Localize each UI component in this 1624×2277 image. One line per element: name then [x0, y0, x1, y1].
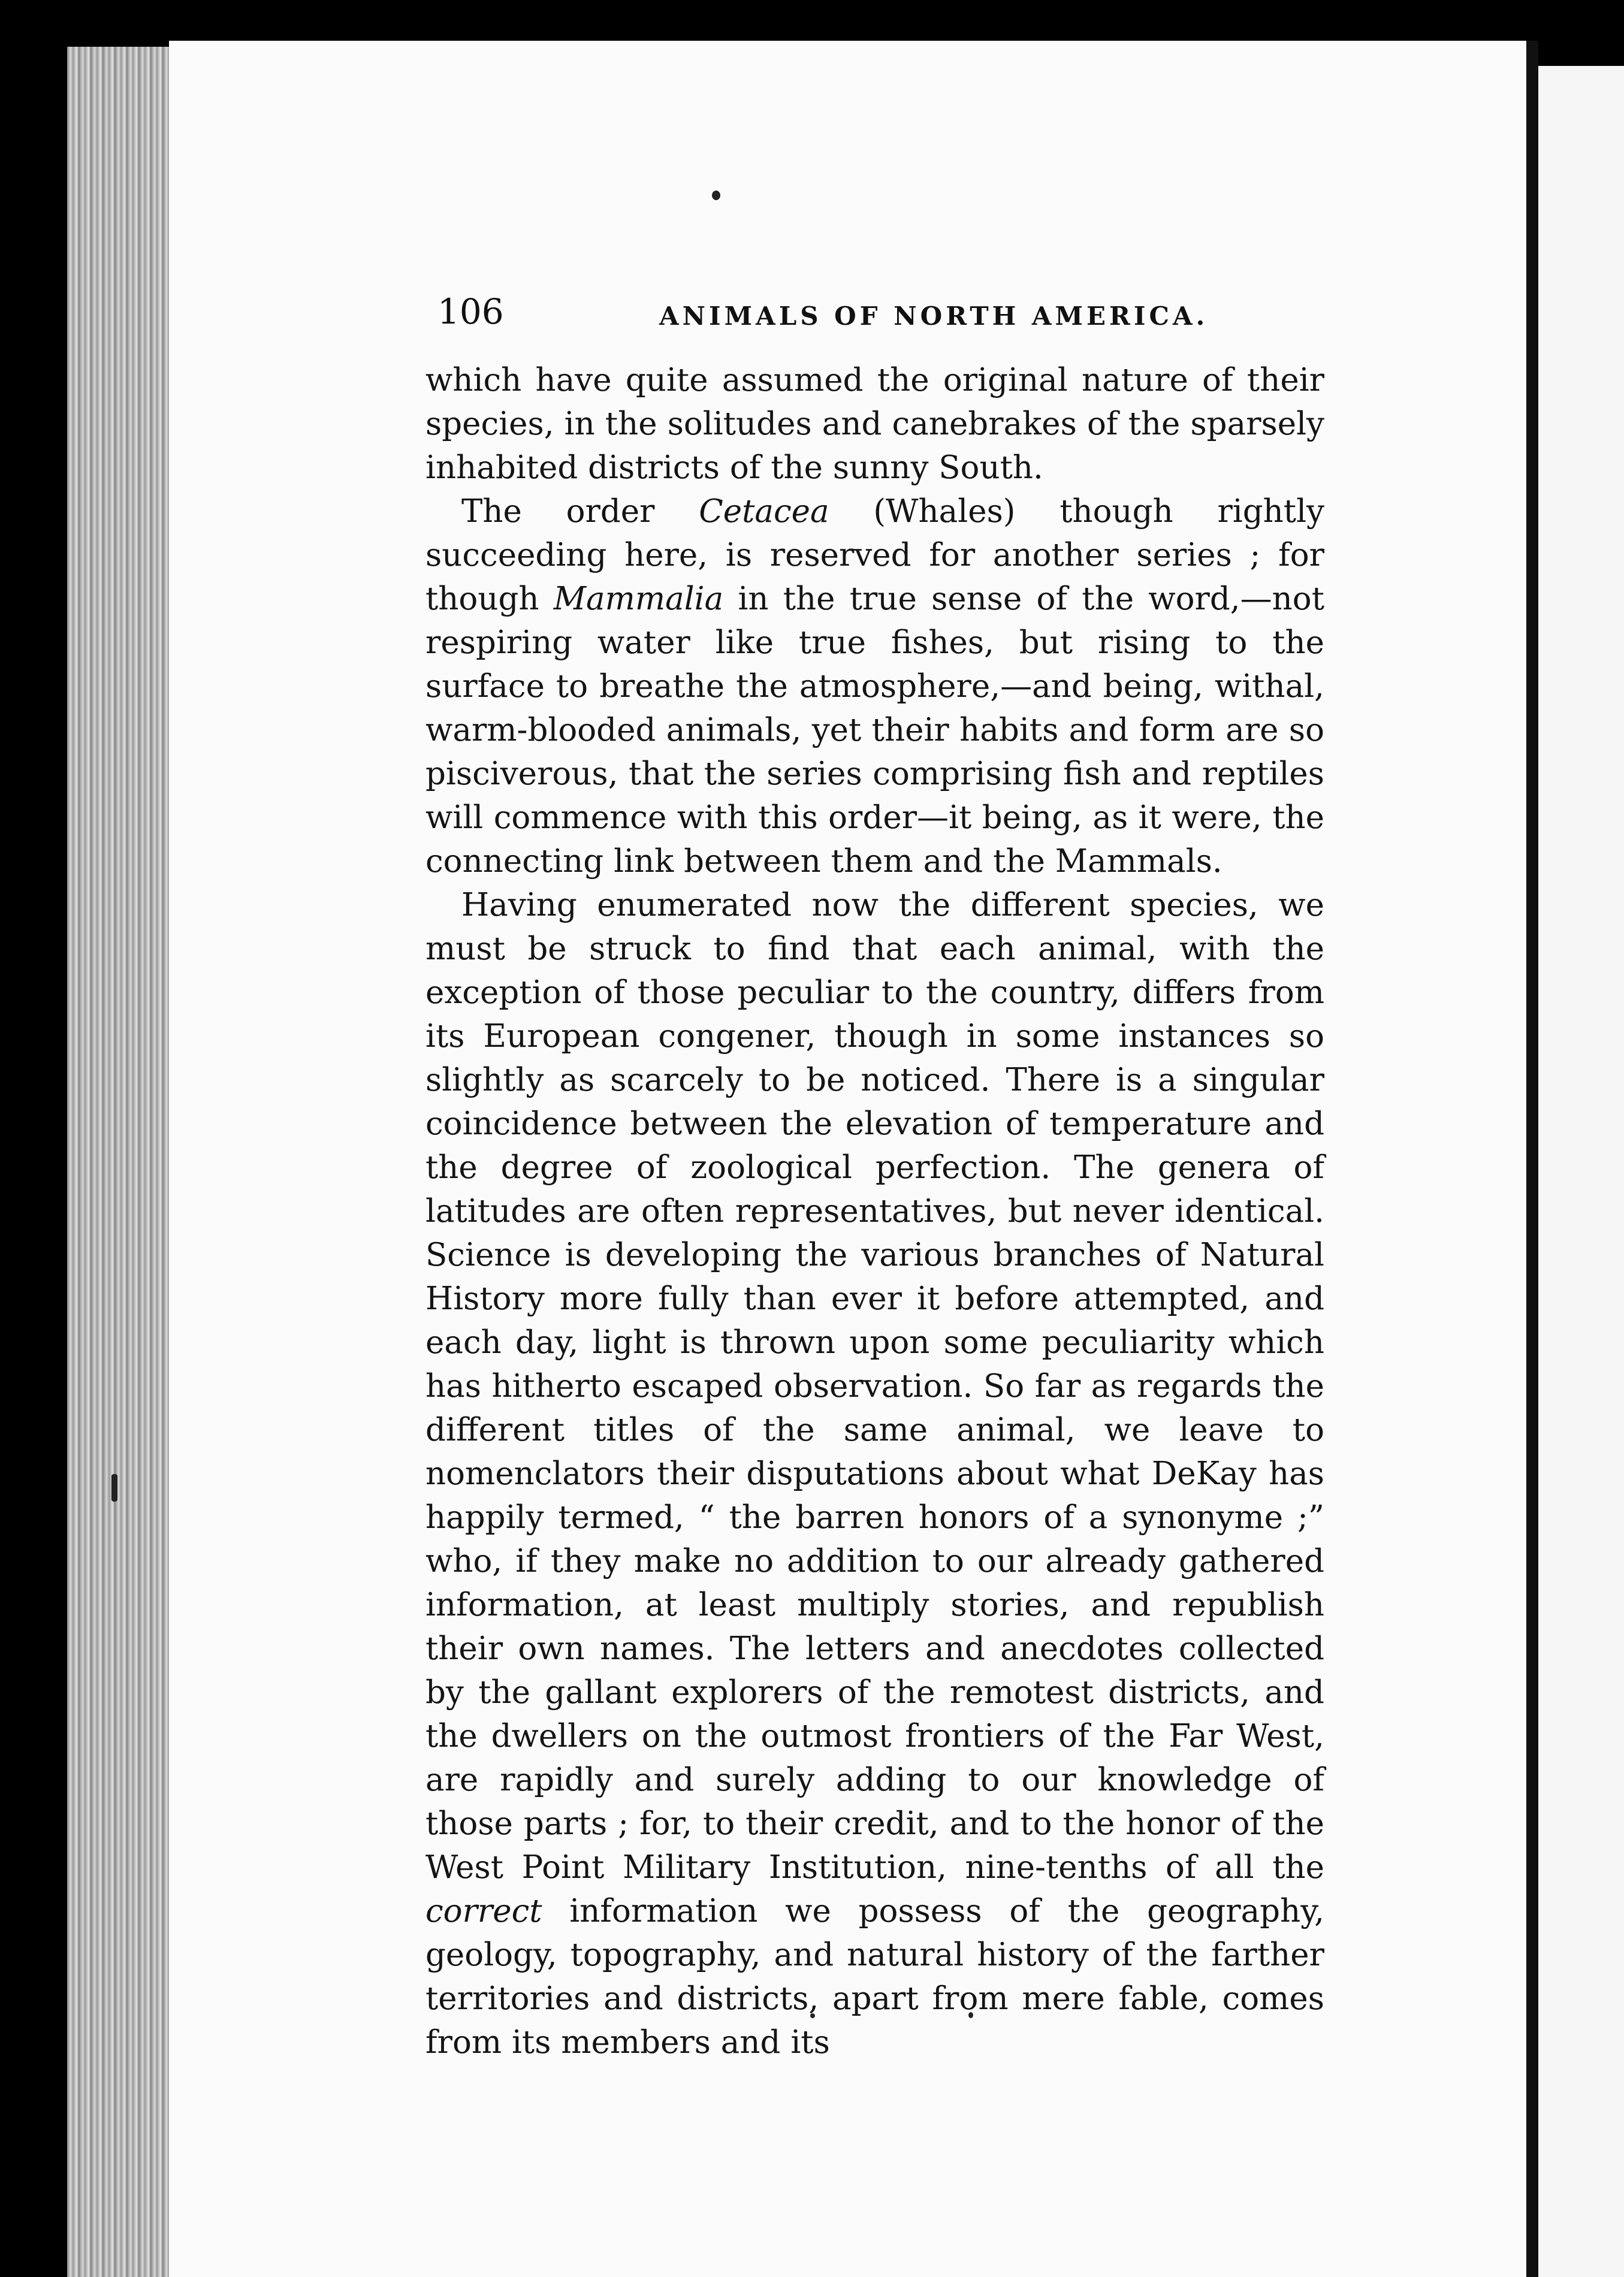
paragraph: The order Cetacea (Whales) though rightly succeeding here, is reserved for another series ; for though Mammalia in the true sense of the word,—not respiring water like true fishes, but rising to the surface to breathe the atmosphere,—and being, withal, warm-blooded animals, yet their habits and form are so pisciverous, that the series comprising fish and reptiles will commence with this order—it being, as it were, the connecting link between them and the Mammals. — [425, 493, 1324, 880]
page-number: 106 — [437, 291, 504, 332]
gutter-shadow — [1526, 41, 1538, 2277]
italic-term: correct — [425, 1893, 542, 1929]
italic-term: Cetacea — [699, 493, 829, 530]
paragraph: Having enumerated now the different species, we must be struck to find that each animal, with the exception of those peculiar to the country, differs from its European congener, though in some instances so slightly as scarcely to be noticed. There is a singular coincidence between the elevation of temperature and the degree of zoological perfection. The genera of latitudes are often representatives, but never identical. Science is developing the various branches of Natural History more fully than ever it before attempted, and each day, light is thrown upon some peculiarity which has hitherto escaped observation. So far as regards the different titles of the same animal, we leave to nomenclators their disputations about what DeKay has happily termed, “ the barren honors of a synonyme ;” who, if they make no addition to our already gathered information, at least multiply stories, and republish their own names. The letters and anecdotes collected by the gallant explorers of the remotest districts, and the dwellers on the outmost frontiers of the Far West, are rapidly and surely adding to our knowledge of those parts ; for, to their credit, and to the honor of the West Point Military Institution, nine-tenths of all the correct information we possess of the geography, geology, topography, and natural history of the farther territories and districts, apart from mere fable, comes from its members and its — [425, 887, 1324, 2061]
paragraph: which have quite assumed the original nature of their species, in the solitudes and canebrakes of the sparsely inhabited districts of the sunny South. — [425, 362, 1324, 486]
ink-speck — [712, 191, 720, 200]
body-text — [425, 358, 1324, 2064]
book-page-edges — [67, 47, 169, 2277]
running-title: ANIMALS OF NORTH AMERICA. — [659, 301, 1209, 331]
italic-term: Mammalia — [553, 581, 724, 617]
facing-page-edge — [1538, 66, 1624, 2277]
ink-speck — [111, 1474, 117, 1502]
page-header — [437, 288, 1336, 336]
